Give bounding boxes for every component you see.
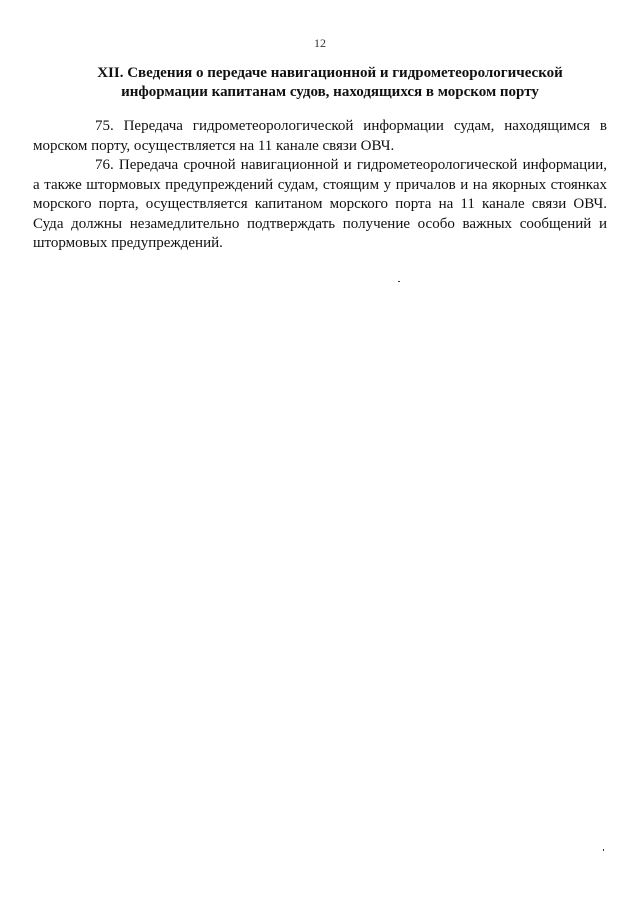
body-text [33, 117, 607, 254]
section-title [80, 64, 580, 102]
page-number: 12 [314, 36, 326, 50]
scan-speck [398, 281, 400, 282]
scan-speck [603, 849, 604, 851]
section-title-line-1: XII. Сведения о передаче навигационной и гидрометеорологической [97, 65, 563, 81]
paragraph-75: 75. Передача гидрометеорологической информации судам, находящимся в морском порту, осуществляется на 11 канале связи ОВЧ. [33, 118, 607, 154]
section-title-line-2: информации капитанам судов, находящихся в морском порту [121, 84, 539, 100]
paragraph-76: 76. Передача срочной навигационной и гидрометеорологической информации, а также штормовых предупреждений судам, стоящим у причалов и на якорных стоянках морского порта, осуществляется капитаном морского порта на 11 канале связи ОВЧ. Суда должны незамедлительно подтверждать получение особо важных сообщений и штормовых предупреждений. [33, 157, 607, 251]
